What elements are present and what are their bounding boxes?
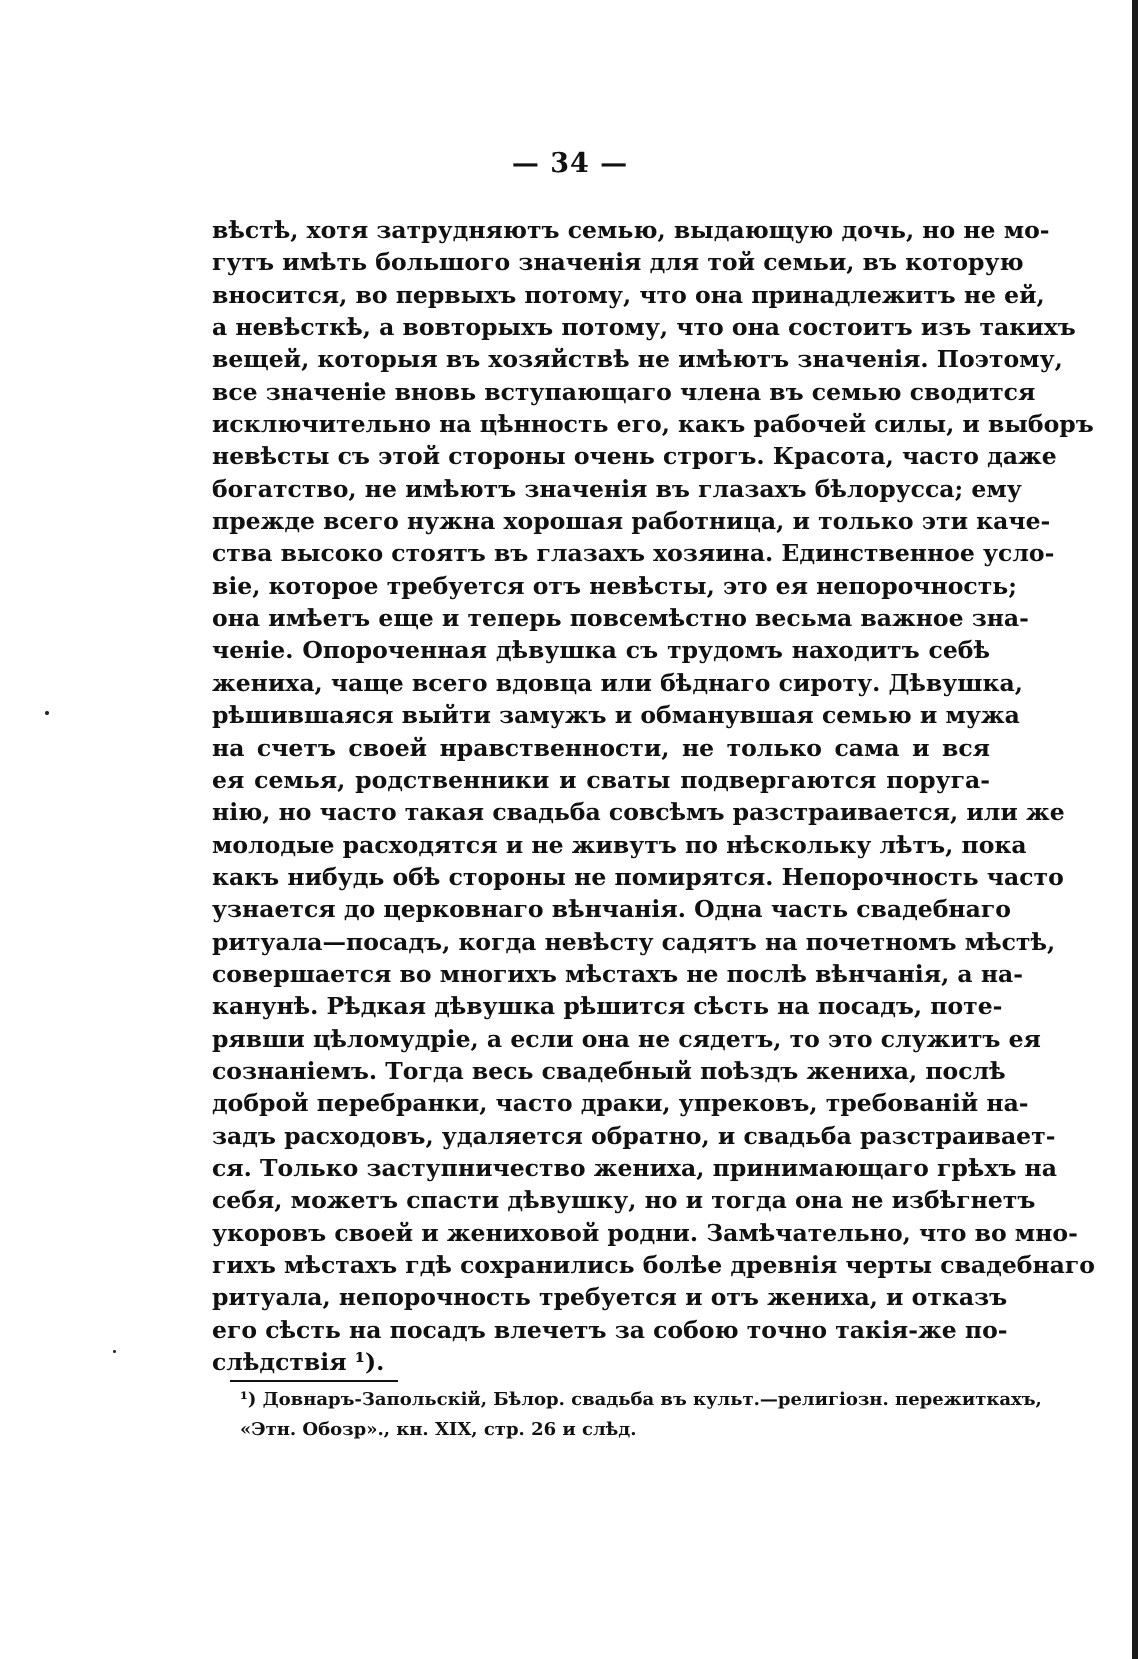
page-number: — 34 — bbox=[511, 148, 629, 179]
text-line: доброй перебранки, часто драки, упрековъ, требованій на- bbox=[212, 1089, 1029, 1118]
text-line: ритуала—посадъ, когда невѣсту садятъ на почетномъ мѣстѣ, bbox=[212, 927, 1056, 956]
text-line: богатство, не имѣютъ значенія въ глазахъ бѣлорусса; ему bbox=[212, 474, 1022, 503]
text-line: віе, которое требуется отъ невѣсты, это ея непорочность; bbox=[212, 571, 1017, 600]
text-line: молодые расходятся и не живутъ по нѣскольку лѣтъ, пока bbox=[212, 830, 1027, 859]
scan-speck bbox=[45, 711, 49, 715]
text-line: нію, но часто такая свадьба совсѣмъ разстраивается, или же bbox=[212, 798, 1065, 827]
text-line: жениха, чаще всего вдовца или бѣднаго сироту. Дѣвушка, bbox=[212, 668, 1023, 697]
text-line: канунѣ. Рѣдкая дѣвушка рѣшится сѣсть на посадъ, поте- bbox=[212, 992, 1003, 1021]
text-line: какъ нибудь обѣ стороны не помирятся. Непорочность часто bbox=[212, 862, 1064, 891]
page-edge bbox=[1132, 0, 1138, 1659]
scan-speck bbox=[113, 1350, 116, 1353]
text-line: она имѣетъ еще и теперь повсемѣстно весьма важное зна- bbox=[212, 604, 1029, 633]
text-line: исключительно на цѣнность его, какъ рабочей силы, и выборъ bbox=[212, 410, 1094, 439]
text-line: гихъ мѣстахъ гдѣ сохранились болѣе древнія черты свадебнаго bbox=[212, 1251, 1095, 1279]
text-line: рявши цѣломудріе, а если она не сядетъ, то это служитъ ея bbox=[212, 1024, 1041, 1053]
text-line: совершается во многихъ мѣстахъ не послѣ вѣнчанія, а на- bbox=[212, 959, 1024, 988]
text-line: ся. Только заступничество жениха, принимающаго грѣхъ на bbox=[212, 1153, 1057, 1182]
text-line: все значеніе вновь вступающаго члена въ семью сводится bbox=[212, 377, 1036, 406]
text-line: на счетъ своей нравственности, не только сама и вся bbox=[212, 733, 990, 762]
text-line: задъ расходовъ, удаляется обратно, и свадьба разстраивает- bbox=[212, 1121, 1056, 1150]
text-line: его сѣсть на посадъ влечетъ за собою точно такія-же по- bbox=[212, 1315, 1008, 1344]
text-line: невѣсты съ этой стороны очень строгъ. Красота, часто даже bbox=[212, 442, 1057, 471]
footnotes bbox=[240, 1385, 1042, 1445]
text-line: ритуала, непорочность требуется и отъ жениха, и отказъ bbox=[212, 1283, 1008, 1312]
text-line: а невѣсткѣ, а вовторыхъ потому, что она состоитъ изъ такихъ bbox=[212, 313, 1076, 342]
text-line: узнается до церковнаго вѣнчанія. Одна часть свадебнаго bbox=[212, 895, 1011, 924]
text-line: рѣшившаяся выйти замужъ и обманувшая семью и мужа bbox=[212, 701, 1020, 730]
text-line: себя, можетъ спасти дѣвушку, но и тогда она не избѣгнетъ bbox=[212, 1186, 1036, 1215]
text-line: укоровъ своей и жениховой родни. Замѣчательно, что во мно- bbox=[212, 1218, 1078, 1247]
text-line: ея семья, родственники и сваты подвергаются поруга- bbox=[212, 765, 990, 794]
footnote-line: ¹) Довнаръ-Запольскій, Бѣлор. свадьба въ культ.—религіозн. пережиткахъ, bbox=[240, 1389, 1042, 1410]
text-line: вѣстѣ, хотя затрудняютъ семью, выдающую дочь, но не мо- bbox=[212, 216, 1050, 244]
body-text bbox=[212, 214, 1095, 1378]
text-line: слѣдствія ¹). bbox=[212, 1348, 385, 1377]
text-line: гутъ имѣть большого значенія для той семьи, въ которую bbox=[212, 248, 1024, 277]
footnote-line: «Этн. Обозр»., кн. XIX, стр. 26 и слѣд. bbox=[240, 1419, 637, 1440]
text-line: вещей, которыя въ хозяйствѣ не имѣютъ значенія. Поэтому, bbox=[212, 345, 1063, 374]
text-line: прежде всего нужна хорошая работница, и только эти каче- bbox=[212, 507, 1051, 536]
text-line: ченіе. Опороченная дѣвушка съ трудомъ находитъ себѣ bbox=[212, 636, 990, 665]
text-line: сознаніемъ. Тогда весь свадебный поѣздъ жениха, послѣ bbox=[212, 1056, 1006, 1085]
text-line: вносится, во первыхъ потому, что она принадлежитъ не ей, bbox=[212, 280, 1045, 309]
footnote-rule bbox=[230, 1380, 398, 1382]
text-line: ства высоко стоятъ въ глазахъ хозяина. Единственное усло- bbox=[212, 539, 1055, 568]
